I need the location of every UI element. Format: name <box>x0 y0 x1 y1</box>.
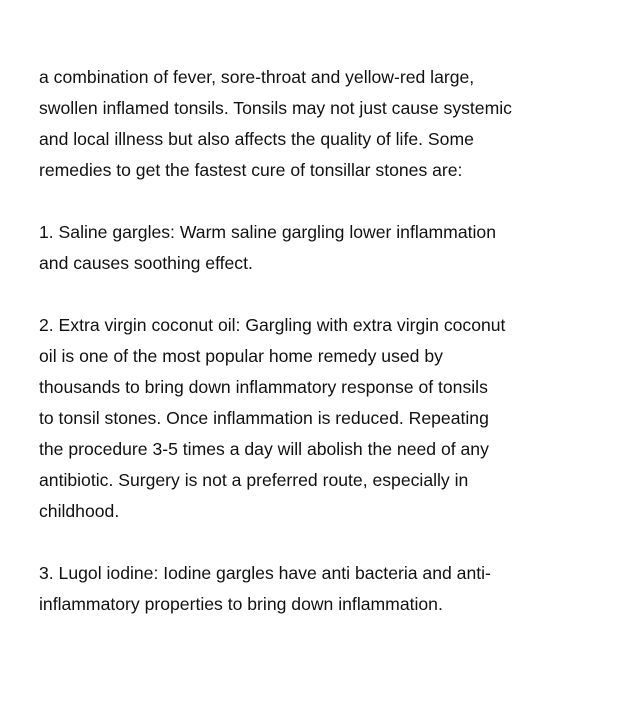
remedy-item-2 <box>39 310 609 527</box>
text-line: 2. Extra virgin coconut oil: Gargling with extra virgin coconut <box>39 315 506 335</box>
paragraph-spacer <box>39 279 609 310</box>
paragraph-spacer <box>39 527 609 558</box>
text-line: and local illness but also affects the quality of life. Some <box>39 129 474 149</box>
text-line: swollen inflamed tonsils. Tonsils may not just cause systemic <box>39 98 512 118</box>
document-body <box>39 62 609 620</box>
text-line: to tonsil stones. Once inflammation is reduced. Repeating <box>39 408 489 428</box>
text-line: 3. Lugol iodine: Iodine gargles have anti bacteria and anti- <box>39 563 491 583</box>
text-line: the procedure 3-5 times a day will abolish the need of any <box>39 439 489 459</box>
text-line: oil is one of the most popular home remedy used by <box>39 346 443 366</box>
text-line: 1. Saline gargles: Warm saline gargling lower inflammation <box>39 222 496 242</box>
text-line: thousands to bring down inflammatory response of tonsils <box>39 377 488 397</box>
text-line: antibiotic. Surgery is not a preferred route, especially in <box>39 470 469 490</box>
intro-paragraph <box>39 62 609 186</box>
text-line: childhood. <box>39 501 120 521</box>
paragraph-spacer <box>39 186 609 217</box>
text-line: remedies to get the fastest cure of tonsillar stones are: <box>39 160 463 180</box>
text-line: inflammatory properties to bring down inflammation. <box>39 594 443 614</box>
text-line: a combination of fever, sore-throat and yellow-red large, <box>39 67 475 87</box>
remedy-item-3 <box>39 558 609 620</box>
remedy-item-1 <box>39 217 609 279</box>
text-line: and causes soothing effect. <box>39 253 253 273</box>
